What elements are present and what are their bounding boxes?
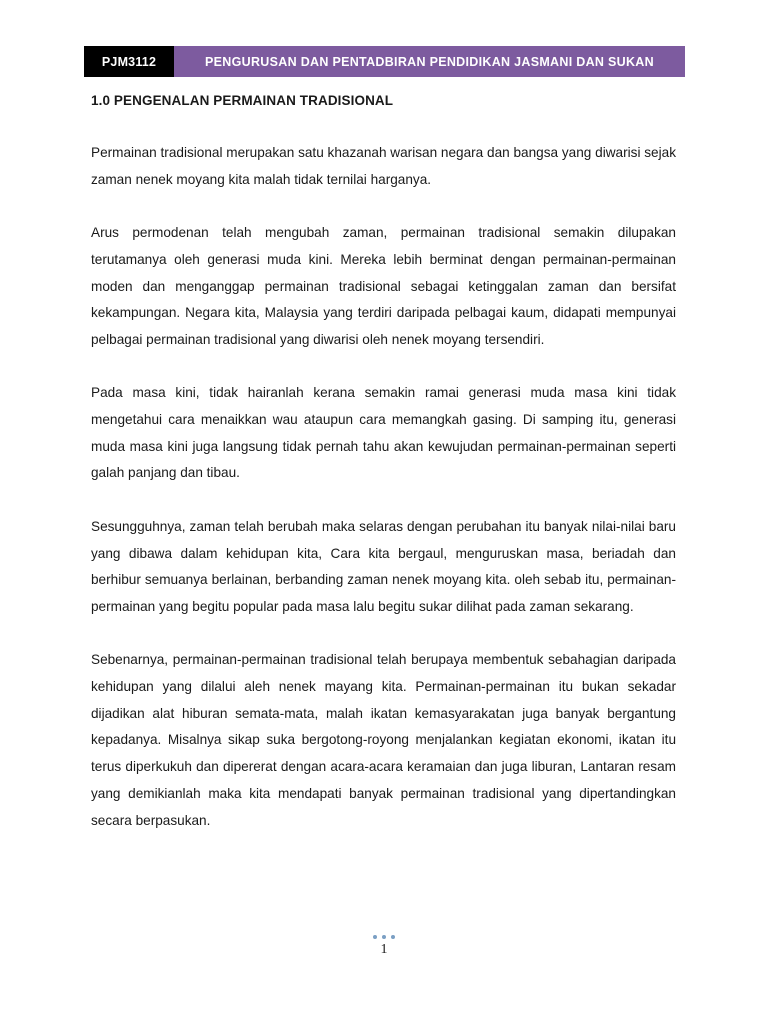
- dot-icon: [391, 935, 395, 939]
- paragraph-2: Arus permodenan telah mengubah zaman, permainan tradisional semakin dilupakan terutamanya oleh generasi muda kini. Mereka lebih berminat dengan permainan-permainan moden dan menganggap permainan tradisional sebagai ketinggalan zaman dan bersifat kekampungan. Negara kita, Malaysia yang terdiri daripada pelbagai kaum, didapati mempunyai pelbagai permainan tradisional yang diwarisi oleh nenek moyang tersendiri.: [91, 225, 676, 347]
- page-header: [84, 46, 685, 77]
- section-heading: 1.0 PENGENALAN PERMAINAN TRADISIONAL: [91, 93, 394, 108]
- dot-icon: [382, 935, 386, 939]
- paragraph-3: Pada masa kini, tidak hairanlah kerana semakin ramai generasi muda masa kini tidak mengetahui cara menaikkan wau ataupun cara memangkah gasing. Di samping itu, generasi muda masa kini juga langsung tidak pernah tahu akan kewujudan permainan-permainan seperti galah panjang dan tibau.: [91, 385, 676, 481]
- page-footer: [0, 933, 768, 958]
- paragraph-5: Sebenarnya, permainan-permainan tradisional telah berupaya membentuk sebahagian daripada kehidupan yang dilalui aleh nenek mayang kita. Permainan-permainan itu bukan sekadar dijadikan alat hiburan semata-mata, malah ikatan kemasyarakatan juga banyak bergantung kepadanya. Misalnya sikap suka bergotong-royong menjalankan kegiatan ekonomi, ikatan itu terus diperkukuh dan dipererat dengan acara-acara keramaian dan juga liburan, Lantaran resam yang demikianlah maka kita mendapati banyak permainan tradisional yang dipertandingkan secara berpasukan.: [91, 652, 676, 828]
- course-code: PJM3112: [84, 46, 174, 77]
- footer-dots-icon: [0, 933, 768, 941]
- dot-icon: [373, 935, 377, 939]
- course-title: PENGURUSAN DAN PENTADBIRAN PENDIDIKAN JASMANI DAN SUKAN: [174, 46, 685, 77]
- document-body: [91, 93, 676, 861]
- page-number: 1: [380, 942, 388, 957]
- paragraph-4: Sesungguhnya, zaman telah berubah maka selaras dengan perubahan itu banyak nilai-nilai baru yang dibawa dalam kehidupan kita, Cara kita bergaul, menguruskan masa, beriadah dan berhibur semuanya berlainan, berbanding zaman nenek moyang kita. oleh sebab itu, permainan-permainan yang begitu popular pada masa lalu begitu sukar dilihat pada zaman sekarang.: [91, 518, 676, 614]
- paragraph-1: Permainan tradisional merupakan satu khazanah warisan negara dan bangsa yang diwarisi sejak zaman nenek moyang kita malah tidak ternilai harganya.: [91, 145, 676, 187]
